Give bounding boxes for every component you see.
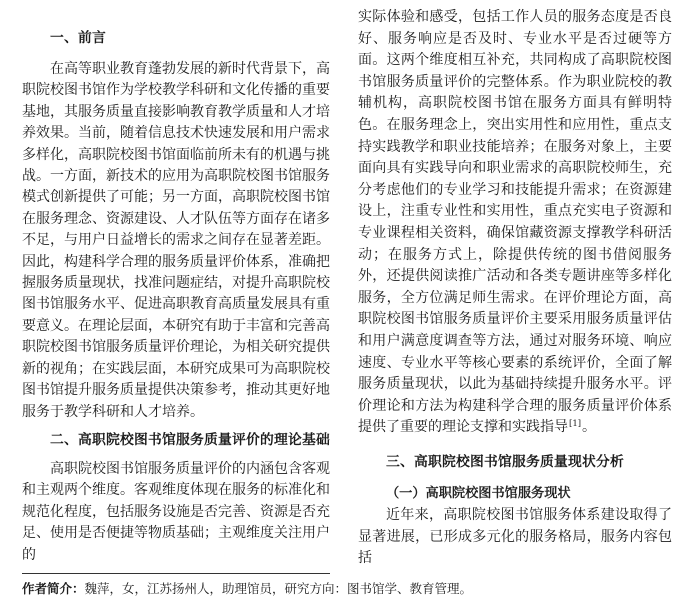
body-paragraph-theoretical-basis: 高职院校图书馆服务质量评价的内涵包含客观和主观两个维度。客观维度体现在服务的标准化和规范化程度，包括服务设施是否完善、资源是否充足、使用是否便捷等物质基础；主观维度关注用户的 — [22, 461, 330, 563]
body-paragraph-introduction: 在高等职业教育蓬勃发展的新时代背景下，高职院校图书馆作为学校教学科研和文化传播的重要基地，其服务质量直接影响教育教学质量和人才培养效果。当前，随着信息技术快速发展和用户需求多样化，高职院校图书馆面临前所未有的机遇与挑战。一方面，新技术的应用为高职院校图书馆服务模式创新提供了可能；另一方面，高职院校图书馆在服务理念、资源建设、人才队伍等方面存在诸多不足，与用户日益增长的需求之间存在显著差距。因此，构建科学合理的服务质量评价体系，准确把握服务质量现状，找准问题症结，对提升高职院校图书馆服务水平、促进高职教育高质量发展具有重要意义。在理论层面，本研究有助于丰富和完善高职院校图书馆服务质量评价理论，为相关研究提供新的视角；在实践层面，本研究成果可为高职院校图书馆提升服务质量提供决策参考，推动其更好地服务于教学科研和人才培养。 — [22, 61, 330, 420]
left-column — [22, 0, 330, 563]
author-note — [22, 579, 472, 599]
right-column — [358, 0, 672, 567]
footnote-rule — [22, 573, 330, 574]
section-heading-current-status-analysis: 三、高职院校图书馆服务质量现状分析 — [386, 454, 624, 470]
paragraph-text: 实际体验和感受，包括工作人员的服务态度是否良好、服务响应是否及时、专业水平是否过硬等方面。这两个维度相互补充，共同构成了高职院校图书馆服务质量评价的完整体系。作为职业院校的教辅机构，高职院校图书馆在服务方面具有鲜明特色。在服务理念上，突出实用性和应用性，重点支持实践教学和职业技能培养；在服务对象上，主要面向具有实践导向和职业需求的高职院校师生，充分考虑他们的专业学习和技能提升需求；在资源建设上，注重专业性和实用性，重点充实电子资源和专业课程相关资料，确保馆藏资源支撑教学科研活动；在服务方式上，除提供传统的图书借阅服务外，还提供阅读推广活动和各类专题讲座等多样化服务，全方位满足师生需求。在评价理论方面，高职院校图书馆服务质量评价主要采用服务质量评估和用户满意度调查等方法，通过对服务环境、响应速度、专业水平等核心要素的系统评价，全面了解服务质量现状，以此为基础持续提升服务水平。评价理论和方法为构建科学合理的服务质量评价体系提供了重要的理论支撑和实践指导 — [358, 9, 672, 436]
subsection-heading-service-status: （一）高职院校图书馆服务现状 — [386, 486, 571, 501]
section-heading-introduction: 一、前言 — [50, 30, 106, 46]
citation-marker: [1] — [569, 418, 582, 429]
body-paragraph-service-status: 近年来，高职院校图书馆服务体系建设取得了显著进展，已形成多元化的服务格局，服务内容包括 — [358, 507, 672, 567]
author-note-text: 魏萍，女，江苏扬州人，助理馆员，研究方向：图书馆学、教育管理。 — [84, 581, 473, 596]
body-paragraph-theoretical-basis-continued — [358, 7, 672, 439]
author-note-label: 作者简介： — [22, 581, 85, 596]
paragraph-end-punctuation: 。 — [582, 419, 597, 436]
section-heading-theoretical-basis: 二、高职院校图书馆服务质量评价的理论基础 — [50, 432, 330, 448]
